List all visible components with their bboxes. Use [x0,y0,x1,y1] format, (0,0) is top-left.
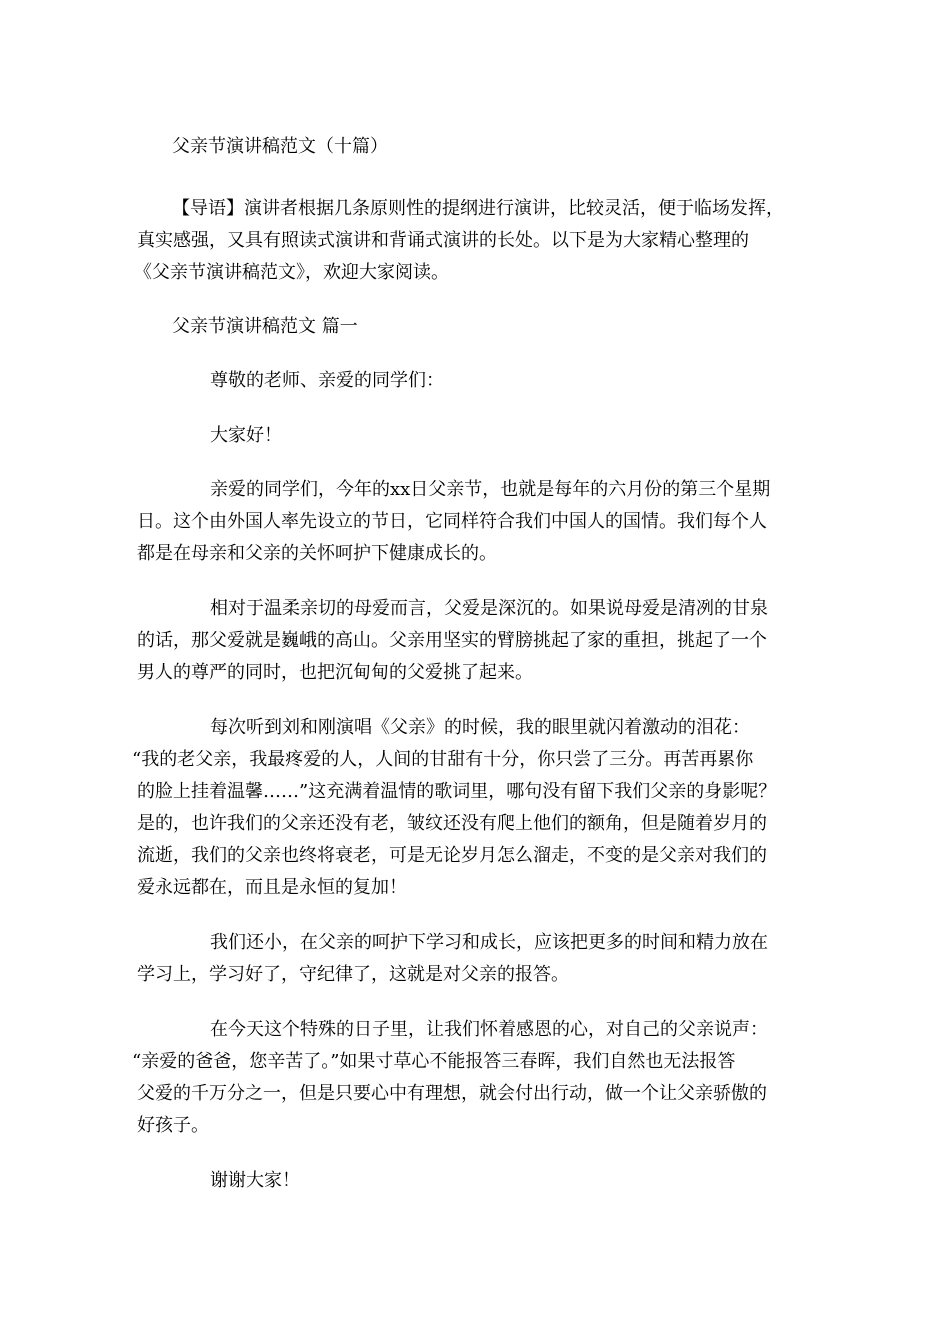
paragraph-line: 的话，那父爱就是巍峨的高山。父亲用坚实的臂膀挑起了家的重担，挑起了一个 [137,630,767,651]
paragraph-line: “我的老父亲，我最疼爱的人，人间的甘甜有十分，你只尝了三分。再苦再累你 [132,749,754,770]
paragraph-line: 日。这个由外国人率先设立的节日，它同样符合我们中国人的国情。我们每个人 [137,511,767,532]
paragraph-line: 亲爱的同学们，今年的xx日父亲节，也就是每年的六月份的第三个星期 [210,479,771,500]
closing: 谢谢大家！ [210,1170,300,1191]
paragraph-line: 每次听到刘和刚演唱《父亲》的时候，我的眼里就闪着激动的泪花： [210,717,750,738]
paragraph-line: “亲爱的爸爸，您辛苦了。”如果寸草心不能报答三春晖，我们自然也无法报答 [132,1051,736,1072]
paragraph-line: 我们还小，在父亲的呵护下学习和成长，应该把更多的时间和精力放在 [210,932,768,953]
intro-line: 【导语】演讲者根据几条原则性的提纲进行演讲，比较灵活，便于临场发挥， [172,198,784,219]
paragraph-line: 都是在母亲和父亲的关怀呵护下健康成长的。 [137,543,497,564]
paragraph-line: 的脸上挂着温馨……”这充满着温情的歌词里，哪句没有留下我们父亲的身影呢？ [137,781,777,802]
intro-line: 真实感强，又具有照读式演讲和背诵式演讲的长处。以下是为大家精心整理的 [137,230,749,251]
paragraph-line: 爱永远都在，而且是永恒的复加！ [137,877,407,898]
paragraph-line: 相对于温柔亲切的母爱而言，父爱是深沉的。如果说母爱是清冽的甘泉 [210,598,768,619]
paragraph-line: 男人的尊严的同时，也把沉甸甸的父爱挑了起来。 [137,662,533,683]
paragraph-line: 流逝，我们的父亲也终将衰老，可是无论岁月怎么溜走，不变的是父亲对我们的 [137,845,767,866]
intro-line: 《父亲节演讲稿范文》，欢迎大家阅读。 [134,262,449,283]
document-title: 父亲节演讲稿范文（十篇） [172,136,388,157]
greeting: 大家好！ [210,425,282,446]
salutation: 尊敬的老师、亲爱的同学们： [210,370,444,391]
paragraph-line: 父爱的千万分之一，但是只要心中有理想，就会付出行动，做一个让父亲骄傲的 [137,1083,767,1104]
paragraph-line: 在今天这个特殊的日子里，让我们怀着感恩的心，对自己的父亲说声： [210,1019,768,1040]
paragraph-line: 学习上，学习好了，守纪律了，这就是对父亲的报答。 [137,964,569,985]
paragraph-line: 好孩子。 [137,1115,209,1136]
paragraph-line: 是的，也许我们的父亲还没有老，皱纹还没有爬上他们的额角，但是随着岁月的 [137,813,767,834]
section-heading: 父亲节演讲稿范文 篇一 [172,316,358,337]
